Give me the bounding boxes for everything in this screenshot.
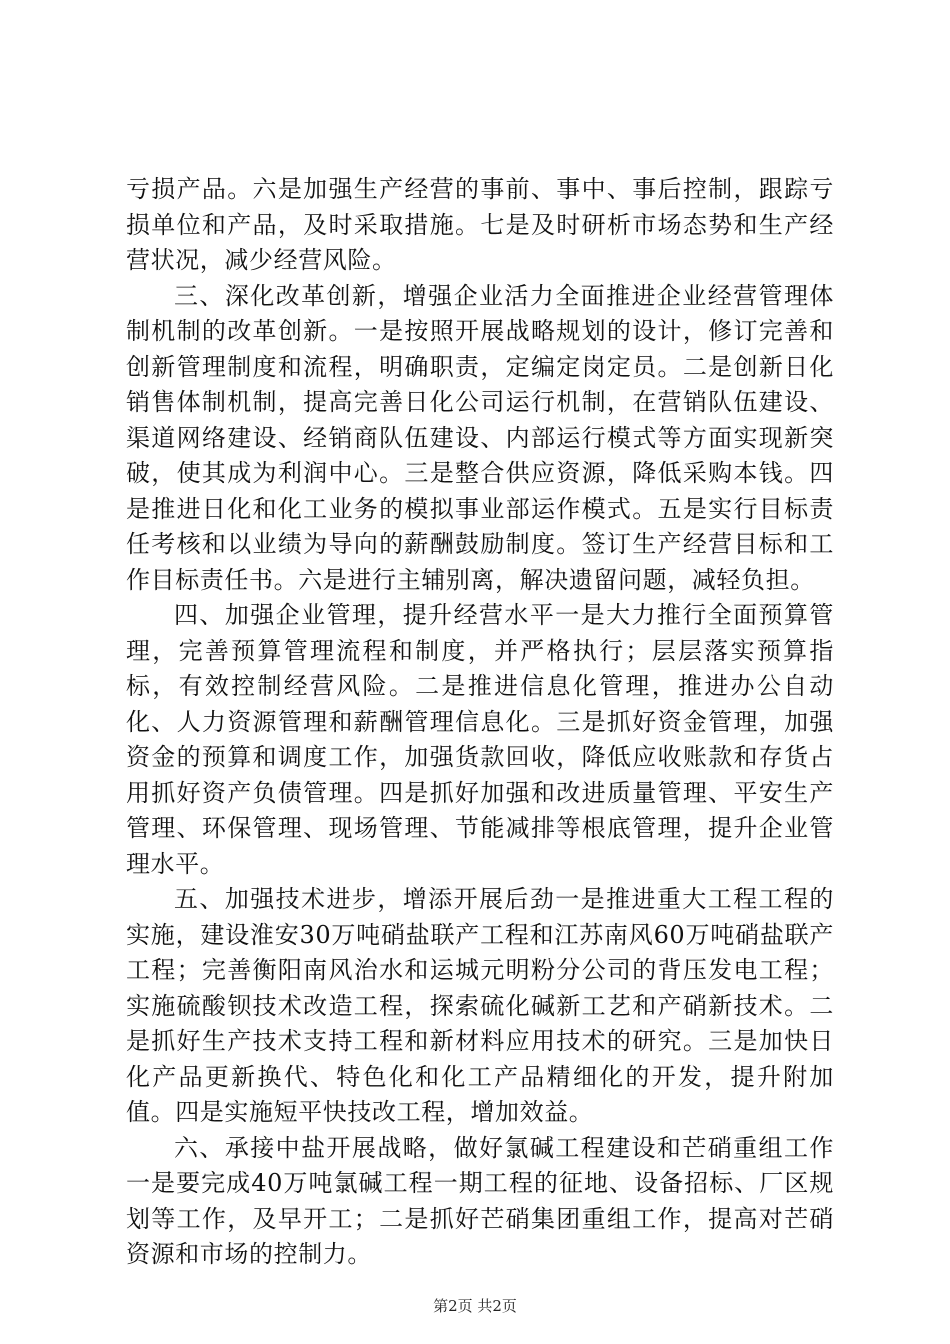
paragraph-section-four: 四、加强企业管理，提升经营水平一是大力推行全面预算管理，完善预算管理流程和制度，并严格执行；层层落实预算指标，有效控制经营风险。二是推进信息化管理，推进办公自动化、人力资源管理和薪酬管理信息化。三是抓好资金管理，加强资金的预算和调度工作，加强货款回收，降低应收账款和存货占用抓好资产负债管理。四是抓好加强和改进质量管理、平安生产管理、环保管理、现场管理、节能减排等根底管理，提升企业管理水平。 <box>126 601 834 878</box>
paragraph-section-three: 三、深化改革创新，增强企业活力全面推进企业经营管理体制机制的改革创新。一是按照开展战略规划的设计，修订完善和创新管理制度和流程，明确职责，定编定岗定员。二是创新日化销售体制机制，提高完善日化公司运行机制，在营销队伍建设、渠道网络建设、经销商队伍建设、内部运行模式等方面实现新突破，使其成为利润中心。三是整合供应资源，降低采购本钱。四是推进日化和化工业务的模拟事业部运作模式。五是实行目标责任考核和以业绩为导向的薪酬鼓励制度。签订生产经营目标和工作目标责任书。六是进行主辅别离，解决遗留问题，减轻负担。 <box>126 281 834 594</box>
document-body <box>126 172 834 1273</box>
page-number-footer: 第2页 共2页 <box>433 1297 517 1315</box>
paragraph-section-six: 六、承接中盐开展战略，做好氯碱工程建设和芒硝重组工作一是要完成40万吨氯碱工程一期工程的征地、设备招标、厂区规划等工作，及早开工；二是抓好芒硝集团重组工作，提高对芒硝资源和市场的控制力。 <box>126 1133 834 1268</box>
paragraph-continuation: 亏损产品。六是加强生产经营的事前、事中、事后控制，跟踪亏损单位和产品，及时采取措施。七是及时研析市场态势和生产经营状况，减少经营风险。 <box>126 175 834 274</box>
paragraph-section-five: 五、加强技术进步，增添开展后劲一是推进重大工程工程的实施，建设淮安30万吨硝盐联产工程和江苏南风60万吨硝盐联产工程；完善衡阳南风治水和运城元明粉分公司的背压发电工程；实施硫酸钡技术改造工程，探索硫化碱新工艺和产硝新技术。二是抓好生产技术支持工程和新材料应用技术的研究。三是加快日化产品更新换代、特色化和化工产品精细化的开发，提升附加值。四是实施短平快技改工程，增加效益。 <box>126 885 834 1126</box>
